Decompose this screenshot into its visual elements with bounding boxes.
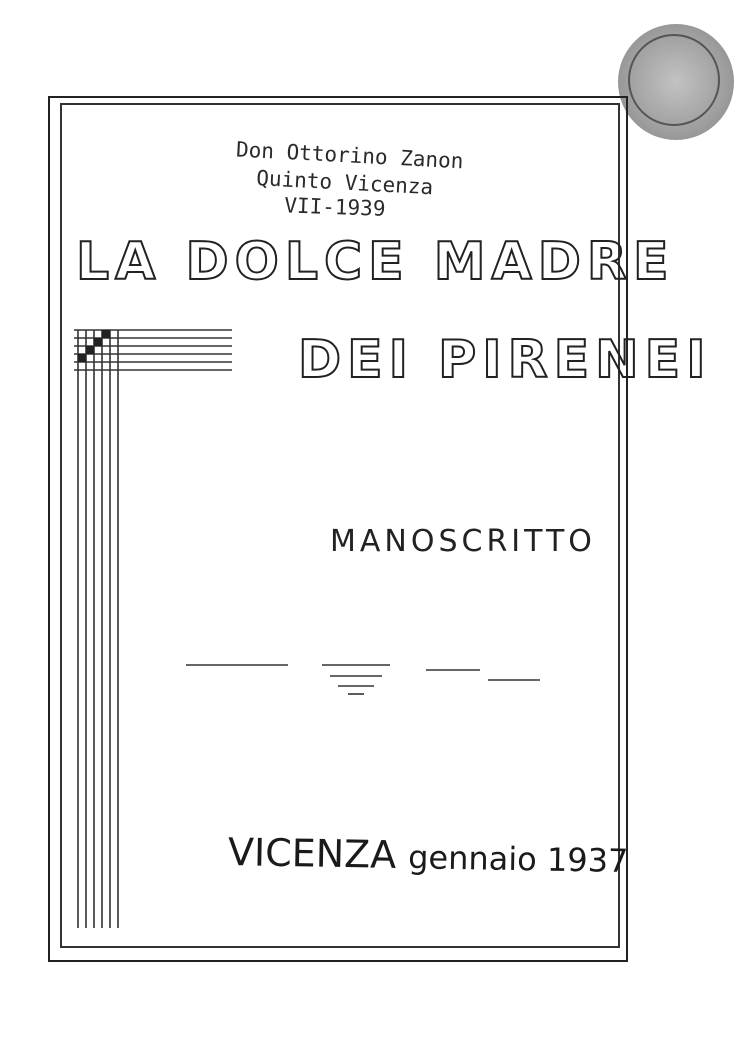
title-line-2: DEI PIRENEI — [298, 330, 712, 390]
stamp-line-name: Don Ottorino Zanon — [235, 137, 465, 174]
ownership-stamp — [190, 134, 510, 221]
stamp-line-place: Quinto Vicenza — [255, 166, 434, 200]
separator-ornament — [186, 665, 540, 694]
place: VICENZA — [227, 830, 397, 877]
stamp-line-date: VII-1939 — [283, 193, 386, 221]
title-line-1: LA DOLCE MADRE — [76, 232, 675, 292]
date: gennaio 1937 — [407, 838, 629, 880]
place-date — [228, 830, 629, 881]
subtitle: MANOSCRITTO — [330, 524, 596, 559]
